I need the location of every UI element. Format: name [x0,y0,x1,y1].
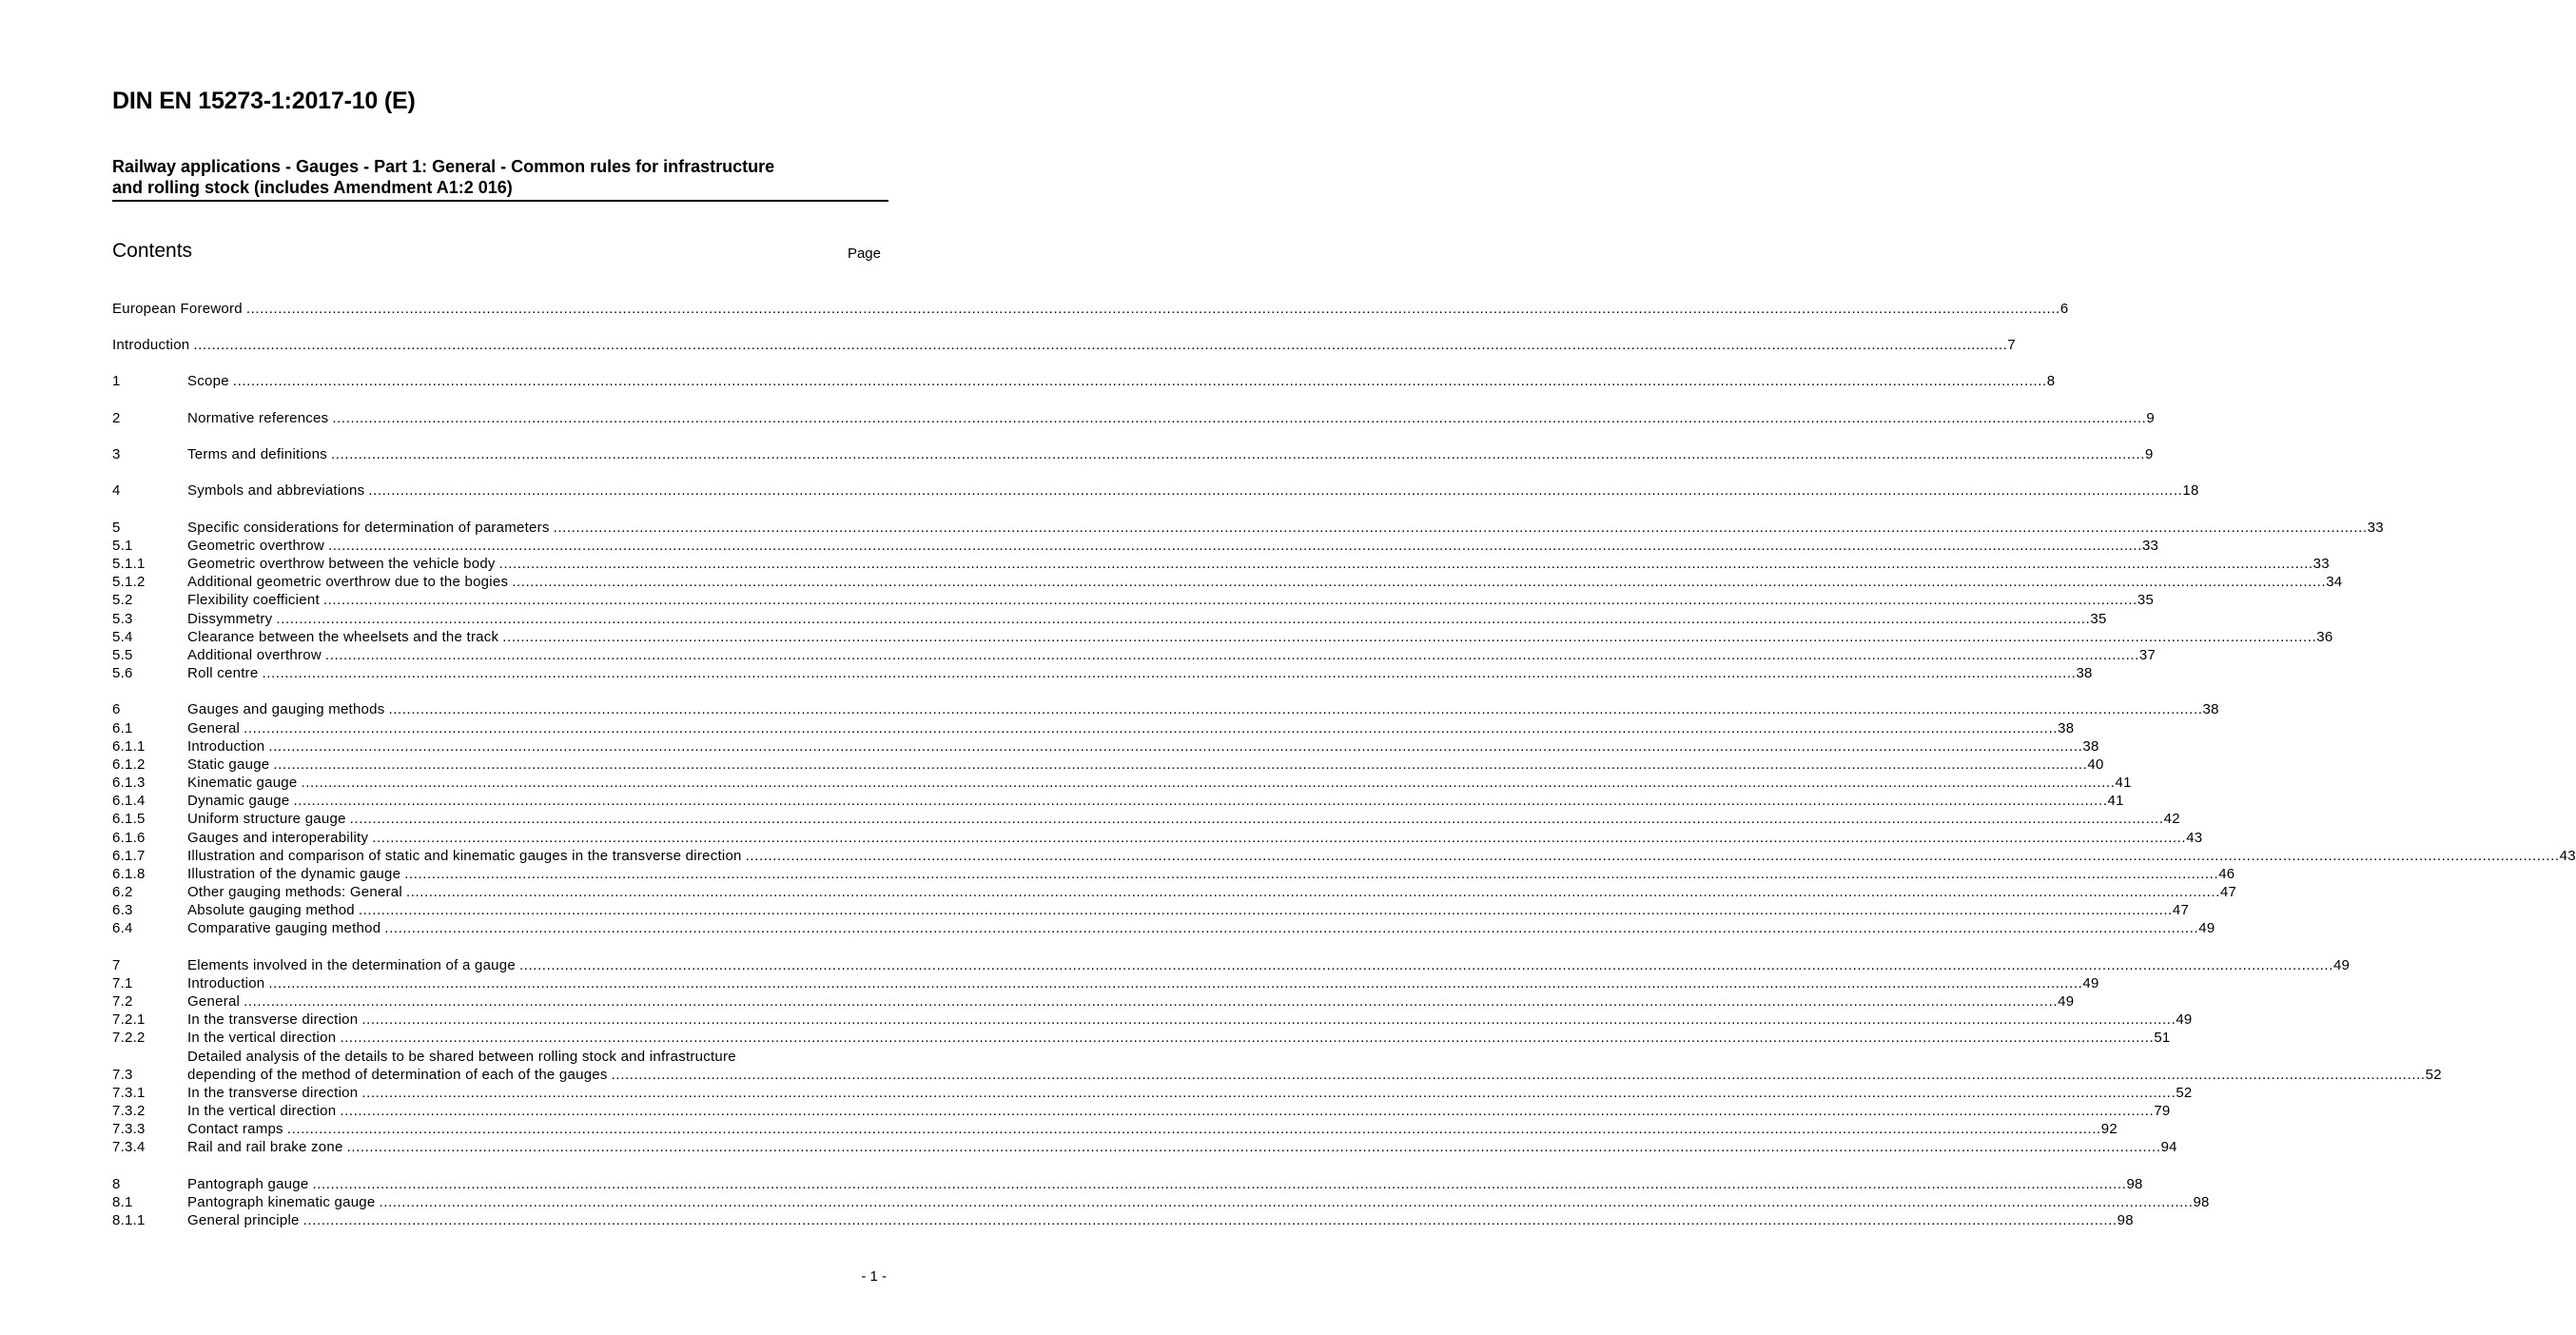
toc-entry-page: 36 [2316,629,2333,645]
toc-entry-title: Introduction [187,738,265,755]
toc-dot-leader: ................................................................................................................................................................................................................................................................................................................................................................................................................ [262,665,2077,681]
toc-entry[interactable] [112,1211,2134,1229]
toc-entry-page: 94 [2160,1139,2177,1155]
toc-entry-title: Rail and rail brake zone [187,1139,343,1155]
toc-entry-title: Illustration of the dynamic gauge [187,866,401,882]
toc-entry-number: 7.3 [112,1067,133,1083]
toc-entry-page: 41 [2107,793,2124,809]
toc-entry-title: Elements involved in the determination of a gauge [187,957,516,973]
toc-entry[interactable] [112,774,2132,792]
toc-entry-line [187,829,2203,847]
toc-entry-line [187,756,2104,774]
toc-entry-title: General [187,993,241,1010]
toc-entry-title: Geometric overthrow between the vehicle body [187,556,496,572]
toc-entry[interactable] [112,591,2155,609]
toc-entry[interactable] [112,372,2056,390]
toc-entry-title-line-1: Detailed analysis of the details to be shared between rolling stock and infrastructure [187,1049,736,1065]
toc-entry-title: Gauges and gauging methods [187,701,385,717]
toc-dot-leader: ................................................................................................................................................................................................................................................................................................................................................................................................................ [293,793,2108,809]
toc-entry-page: 38 [2202,701,2219,717]
toc-entry-title: Clearance between the wheelsets and the track [187,629,499,645]
toc-entry-title: In the transverse direction [187,1085,359,1101]
toc-entry-title: General [187,720,241,736]
toc-entry-page: 38 [2058,720,2075,736]
toc-entry-title: Geometric overthrow [187,538,324,554]
toc-entry[interactable] [112,445,2154,463]
toc-entry-page: 46 [2218,866,2235,882]
toc-entry[interactable] [112,573,2343,591]
toc-entry-page: 9 [2146,410,2155,426]
toc-dot-leader: ................................................................................................................................................................................................................................................................................................................................................................................................................ [268,975,2083,991]
toc-entry-page: 37 [2138,647,2156,663]
toc-entry-line [187,810,2180,828]
toc-entry-line [187,1120,2117,1138]
toc-entry-line [187,409,2155,427]
toc-dot-leader: ................................................................................................................................................................................................................................................................................................................................................................................................................ [388,701,2203,717]
toc-dot-leader: ................................................................................................................................................................................................................................................................................................................................................................................................................ [384,920,2199,936]
toc-entry-number: 6.1.1 [112,738,146,755]
toc-entry[interactable] [112,537,2159,555]
toc-entry-page: 79 [2154,1103,2171,1119]
toc-entry-line [187,1084,2193,1102]
toc-dot-leader: ................................................................................................................................................................................................................................................................................................................................................................................................................ [286,1121,2101,1137]
toc-entry-line [187,481,2199,500]
toc-entry[interactable] [112,1193,2210,1211]
toc-entry[interactable] [112,628,2333,646]
toc-entry-line [187,1175,2143,1193]
toc-entry-number: 6.1.8 [112,866,146,882]
toc-entry-page: 92 [2100,1121,2117,1137]
toc-entry-number: 6.4 [112,920,133,936]
toc-entry-page: 49 [2198,920,2215,936]
toc-dot-leader: ................................................................................................................................................................................................................................................................................................................................................................................................................ [405,884,2220,900]
contents-heading: Contents [112,240,193,262]
toc-entry-title: Pantograph gauge [187,1176,309,1192]
toc-entry-page: 38 [2082,738,2099,755]
toc-entry-page: 43 [2186,830,2203,846]
toc-entry-title: Absolute gauging method [187,902,355,918]
toc-dot-leader: ................................................................................................................................................................................................................................................................................................................................................................................................................ [302,1212,2117,1228]
toc-entry-line [187,847,2576,865]
toc-entry[interactable] [112,992,2075,1011]
toc-entry-title: Roll centre [187,665,259,681]
toc-entry-number: 6.1.4 [112,793,146,809]
toc-entry-number: 5.1.1 [112,556,146,572]
toc-entry[interactable] [112,1084,2193,1102]
toc-dot-leader: ................................................................................................................................................................................................................................................................................................................................................................................................................ [512,574,2327,590]
toc-entry-line [187,1029,2171,1047]
toc-dot-leader: ................................................................................................................................................................................................................................................................................................................................................................................................................ [312,1176,2127,1192]
toc-dot-leader: ................................................................................................................................................................................................................................................................................................................................................................................................................ [349,811,2164,827]
toc-entry[interactable] [112,646,2156,664]
toc-entry-line [187,737,2099,756]
toc-entry-page: 51 [2154,1030,2171,1046]
toc-entry-line [187,974,2099,992]
toc-entry[interactable] [112,300,2069,318]
toc-entry[interactable] [112,555,2330,573]
toc-entry-number: 7.2 [112,993,133,1010]
toc-entry-title: General principle [187,1212,300,1228]
toc-entry-line [187,591,2155,609]
toc-entry-page: 98 [2117,1212,2134,1228]
toc-entry-number: 3 [112,446,121,462]
toc-entry-number: 5.1.2 [112,574,146,590]
toc-dot-leader: ................................................................................................................................................................................................................................................................................................................................................................................................................ [553,520,2368,536]
toc-entry-line [187,610,2107,628]
toc-entry[interactable] [112,810,2180,828]
toc-entry-line [187,883,2237,901]
toc-dot-leader: ................................................................................................................................................................................................................................................................................................................................................................................................................ [745,848,2560,864]
toc-entry-number: 6.1.5 [112,811,146,827]
toc-entry-page: 52 [2176,1085,2193,1101]
toc-entry[interactable] [112,1049,2442,1084]
toc-entry-line [187,919,2215,937]
toc-entry[interactable] [112,1029,2171,1047]
toc-entry-line [112,336,2016,354]
toc-entry[interactable] [112,1102,2171,1120]
toc-entry-title: Normative references [187,410,329,426]
toc-entry-page: 40 [2087,756,2104,773]
toc-entry-title: Pantograph kinematic gauge [187,1194,376,1210]
toc-entry[interactable] [112,1120,2117,1138]
toc-entry-title: Scope [187,373,229,389]
toc-entry-number: 1 [112,373,121,389]
document-title-line-1: Railway applications - Gauges - Part 1: General - Common rules for infrastructure [112,157,775,176]
toc-entry-title: In the vertical direction [187,1030,337,1046]
toc-entry-line [187,1066,2442,1084]
toc-entry-number: 6.1.6 [112,830,146,846]
toc-entry-line [187,555,2330,573]
toc-entry-page: 41 [2115,775,2132,791]
title-divider [112,200,888,202]
toc-dot-leader: ................................................................................................................................................................................................................................................................................................................................................................................................................ [361,1085,2176,1101]
toc-dot-leader: ................................................................................................................................................................................................................................................................................................................................................................................................................ [358,902,2173,918]
toc-entry-title: Symbols and abbreviations [187,482,365,499]
toc-entry[interactable] [112,481,2199,500]
toc-dot-leader: ................................................................................................................................................................................................................................................................................................................................................................................................................ [193,337,2008,353]
toc-dot-leader: ................................................................................................................................................................................................................................................................................................................................................................................................................ [340,1103,2155,1119]
toc-entry-number: 7.3.3 [112,1121,146,1137]
toc-entry-number: 6 [112,701,121,717]
toc-entry-line [187,1138,2177,1156]
toc-entry[interactable] [112,865,2235,883]
toc-entry-number: 5.1 [112,538,133,554]
toc-entry-title: Gauges and interoperability [187,830,369,846]
toc-entry-page: 43 [2559,848,2576,864]
toc-entry[interactable] [112,664,2093,682]
toc-dot-leader: ................................................................................................................................................................................................................................................................................................................................................................................................................ [346,1139,2161,1155]
toc-entry-page: 7 [2007,337,2016,353]
page-number: - 1 - [861,1268,887,1285]
toc-dot-leader: ................................................................................................................................................................................................................................................................................................................................................................................................................ [244,720,2059,736]
toc-entry-number: 5.4 [112,629,133,645]
toc-entry[interactable] [112,956,2351,974]
toc-entry-number: 7 [112,957,121,973]
toc-entry[interactable] [112,901,2190,919]
toc-entry-number: 8.1.1 [112,1212,146,1228]
toc-entry-line [112,300,2069,318]
toc-entry-number: 7.1 [112,975,133,991]
toc-entry-number: 7.3.2 [112,1103,146,1119]
toc-entry-line [187,519,2384,537]
toc-entry-page: 18 [2182,482,2199,499]
toc-entry-page: 9 [2145,446,2154,462]
toc-dot-leader: ................................................................................................................................................................................................................................................................................................................................................................................................................ [331,446,2145,462]
toc-entry[interactable] [112,719,2075,737]
toc-entry[interactable] [112,1138,2177,1156]
toc-entry-number: 4 [112,482,121,499]
toc-dot-leader: ................................................................................................................................................................................................................................................................................................................................................................................................................ [340,1030,2155,1046]
toc-entry-line [187,956,2351,974]
toc-entry[interactable] [112,336,2016,354]
toc-entry[interactable] [112,700,2219,718]
toc-dot-leader: ................................................................................................................................................................................................................................................................................................................................................................................................................ [361,1011,2176,1028]
toc-entry-page: 98 [2126,1176,2143,1192]
toc-entry-title: Additional geometric overthrow due to the bogies [187,574,509,590]
toc-entry-line [187,1211,2134,1229]
toc-entry-title: Comparative gauging method [187,920,381,936]
document-title-line-2: and rolling stock (includes Amendment A1:2 016) [112,178,513,197]
toc-entry-title: Dissymmetry [187,611,273,627]
toc-entry-title: Introduction [187,975,265,991]
toc-entry-title: European Foreword [112,301,243,317]
toc-entry-page: 49 [2082,975,2099,991]
toc-dot-leader: ................................................................................................................................................................................................................................................................................................................................................................................................................ [232,373,2047,389]
toc-entry-title: Terms and definitions [187,446,327,462]
toc-entry-title: Static gauge [187,756,270,773]
toc-entry-line [187,774,2132,792]
toc-entry-page: 38 [2076,665,2093,681]
toc-entry-number: 5.2 [112,592,133,608]
toc-entry-number: 6.2 [112,884,133,900]
toc-entry-line [187,1102,2171,1120]
toc-dot-leader: ................................................................................................................................................................................................................................................................................................................................................................................................................ [498,556,2313,572]
toc-entry-line [187,372,2056,390]
toc-entry-title: Other gauging methods: General [187,884,402,900]
toc-entry-number: 7.2.2 [112,1030,146,1046]
toc-dot-leader: ................................................................................................................................................................................................................................................................................................................................................................................................................ [327,538,2142,554]
document-title [112,156,864,198]
toc-entry-number: 2 [112,410,121,426]
toc-dot-leader: ................................................................................................................................................................................................................................................................................................................................................................................................................ [245,301,2060,317]
toc-entry-page: 52 [2425,1067,2442,1083]
toc-entry-page: 47 [2219,884,2237,900]
toc-entry-title: Flexibility coefficient [187,592,320,608]
toc-entry-line [187,664,2093,682]
toc-entry-line [187,700,2219,718]
toc-dot-leader: ................................................................................................................................................................................................................................................................................................................................................................................................................ [368,482,2183,499]
toc-entry[interactable] [112,919,2215,937]
toc-entry-page: 42 [2163,811,2180,827]
toc-entry-page: 98 [2193,1194,2210,1210]
toc-entry-title: In the vertical direction [187,1103,337,1119]
toc-entry[interactable] [112,409,2155,427]
document-id: DIN EN 15273-1:2017-10 (E) [112,88,416,114]
toc-entry-page: 6 [2059,301,2069,317]
toc-dot-leader: ................................................................................................................................................................................................................................................................................................................................................................................................................ [332,410,2147,426]
toc-entry-page: 49 [2058,993,2075,1010]
toc-entry-number: 8 [112,1176,121,1192]
toc-entry-title: Illustration and comparison of static and kinematic gauges in the transverse direction [187,848,742,864]
toc-entry-title: Kinematic gauge [187,775,298,791]
toc-entry-line [187,573,2343,591]
toc-entry-page: 35 [2137,592,2155,608]
toc-entry-page: 35 [2090,611,2107,627]
toc-dot-leader: ................................................................................................................................................................................................................................................................................................................................................................................................................ [518,957,2333,973]
toc-dot-leader: ................................................................................................................................................................................................................................................................................................................................................................................................................ [268,738,2083,755]
toc-entry-number: 5.6 [112,665,133,681]
toc-entry-number: 7.2.1 [112,1011,146,1028]
toc-entry-number: 7.3.4 [112,1139,146,1155]
toc-entry-page: 33 [2367,520,2384,536]
toc-entry-page: 49 [2332,957,2351,973]
toc-entry-line [187,646,2156,664]
toc-dot-leader: ................................................................................................................................................................................................................................................................................................................................................................................................................ [276,611,2091,627]
toc-entry-number: 6.1.7 [112,848,146,864]
page-column-label: Page [847,245,881,262]
toc-dot-leader: ................................................................................................................................................................................................................................................................................................................................................................................................................ [324,647,2139,663]
toc-entry-title: Specific considerations for determination of parameters [187,520,550,536]
toc-entry-page: 34 [2326,574,2343,590]
toc-entry-title: Contact ramps [187,1121,283,1137]
toc-entry-number: 5.5 [112,647,133,663]
toc-entry-line [187,1193,2210,1211]
toc-entry-title: Additional overthrow [187,647,322,663]
toc-entry-line [187,792,2124,810]
toc-dot-leader: ................................................................................................................................................................................................................................................................................................................................................................................................................ [502,629,2317,645]
toc-entry[interactable] [112,737,2099,756]
toc-entry-line [187,628,2333,646]
toc-entry[interactable] [112,1011,2193,1029]
toc-entry-number: 6.1 [112,720,133,736]
toc-entry-number: 6.3 [112,902,133,918]
toc-entry-line [187,865,2235,883]
toc-dot-leader: ................................................................................................................................................................................................................................................................................................................................................................................................................ [301,775,2116,791]
toc-dot-leader: ................................................................................................................................................................................................................................................................................................................................................................................................................ [379,1194,2194,1210]
toc-entry-number: 5.3 [112,611,133,627]
toc-entry-number: 6.1.2 [112,756,146,773]
toc-entry-number: 7.3.1 [112,1085,146,1101]
toc-entry-line [187,992,2075,1011]
toc-entry[interactable] [112,792,2124,810]
toc-entry[interactable] [112,847,2576,865]
toc-entry-page: 47 [2172,902,2190,918]
toc-entry-title: Uniform structure gauge [187,811,346,827]
toc-entry-page: 8 [2046,373,2056,389]
toc-dot-leader: ................................................................................................................................................................................................................................................................................................................................................................................................................ [404,866,2219,882]
toc-entry[interactable] [112,829,2203,847]
toc-dot-leader: ................................................................................................................................................................................................................................................................................................................................................................................................................ [611,1067,2426,1083]
toc-entry-title: In the transverse direction [187,1011,359,1028]
toc-entry-line [187,719,2075,737]
toc-entry-page: 33 [2141,538,2159,554]
toc-dot-leader: ................................................................................................................................................................................................................................................................................................................................................................................................................ [244,993,2059,1010]
toc-entry-page: 49 [2176,1011,2193,1028]
toc-dot-leader: ................................................................................................................................................................................................................................................................................................................................................................................................................ [273,756,2088,773]
toc-entry[interactable] [112,756,2104,774]
toc-dot-leader: ................................................................................................................................................................................................................................................................................................................................................................................................................ [322,592,2137,608]
toc-entry-line [187,445,2154,463]
toc-entry[interactable] [112,519,2384,537]
toc-entry[interactable] [112,610,2107,628]
toc-entry-title: Dynamic gauge [187,793,290,809]
toc-entry-line [187,901,2190,919]
toc-entry-number: 6.1.3 [112,775,146,791]
toc-entry[interactable] [112,883,2237,901]
toc-entry-number: 5 [112,520,121,536]
toc-entry[interactable] [112,974,2099,992]
toc-entry-line [187,1011,2193,1029]
toc-entry-title: depending of the method of determination of each of the gauges [187,1067,608,1083]
toc-entry-page: 33 [2313,556,2330,572]
toc-entry-title: Introduction [112,337,190,353]
toc-entry-line [187,537,2159,555]
toc-dot-leader: ................................................................................................................................................................................................................................................................................................................................................................................................................ [372,830,2187,846]
toc-entry-number: 8.1 [112,1194,133,1210]
toc-entry[interactable] [112,1175,2143,1193]
